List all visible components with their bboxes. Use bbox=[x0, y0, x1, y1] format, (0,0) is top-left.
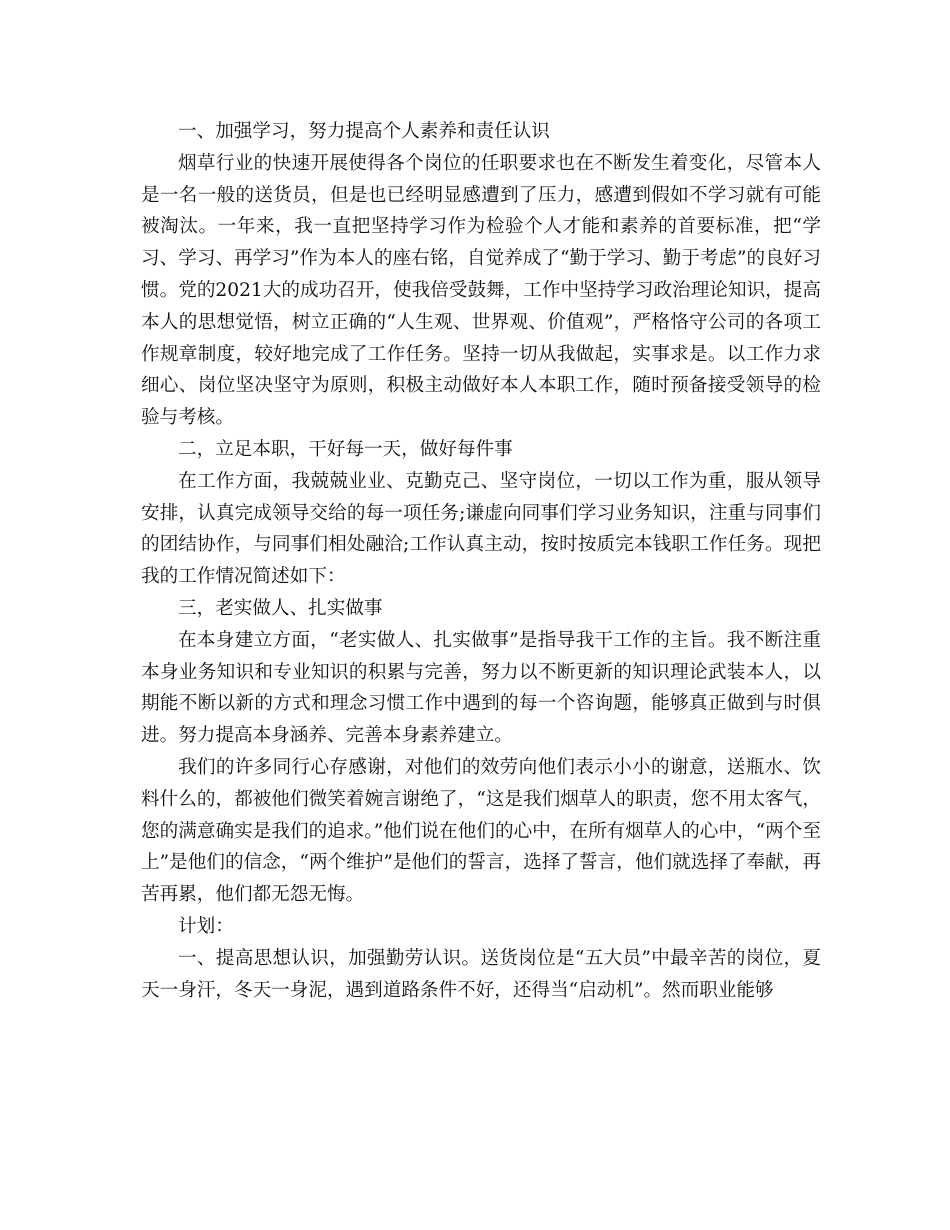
paragraph-study: 烟草行业的快速开展使得各个岗位的任职要求也在不断发生着变化，尽管本人是一名一般的送货员，但是也已经明显感遭到了压力，感遭到假如不学习就有可能被淘汰。一年来，我一直把坚持学习作为检验个人才能和素养的首要标准，把“学习、学习、再学习”作为本人的座右铭，自觉养成了“勤于学习、勤于考虑”的良好习惯。党的2021大的成功召开，使我倍受鼓舞，工作中坚持学习政治理论知识，提高本人的思想觉悟，树立正确的“人生观、世界观、价值观”，严格恪守公司的各项工作规章制度，较好地完成了工作任务。坚持一切从我做起，实事求是。以工作力求细心、岗位坚决坚守为原则，积极主动做好本人本职工作，随时预备接受领导的检验与考核。 bbox=[141, 152, 821, 429]
section-heading-study: 一、加强学习，努力提高个人素养和责任认识 bbox=[178, 121, 550, 142]
section-heading-honesty: 三，老实做人、扎实做事 bbox=[178, 597, 383, 619]
section-heading-plan: 计划： bbox=[178, 915, 234, 937]
paragraph-duty: 在工作方面，我兢兢业业、克勤克己、坚守岗位，一切以工作为重，服从领导安排，认真完成领导交给的每一项任务;谦虚向同事们学习业务知识，注重与同事们的团结协作，与同事们相处融洽;工作认真主动，按时按质完本钱职工作任务。现把我的工作情况简述如下： bbox=[141, 470, 821, 588]
paragraph-honesty: 在本身建立方面，“老实做人、扎实做事”是指导我干工作的主旨。我不断注重本身业务知识和专业知识的积累与完善，努力以不断更新的知识理论武装本人，以期能不断以新的方式和理念习惯工作中遇到的每一个咨询题，能够真正做到与时俱进。努力提高本身涵养、完善本身素养建立。 bbox=[141, 629, 821, 747]
document-body bbox=[141, 116, 821, 1006]
paragraph-plan-1: 一、提高思想认识，加强勤劳认识。送货岗位是“五大员”中最辛苦的岗位，夏天一身汗，冬天一身泥，遇到道路条件不好，还得当“启动机”。然而职业能够 bbox=[141, 947, 821, 1001]
paragraph-gratitude: 我们的许多同行心存感谢，对他们的效劳向他们表示小小的谢意，送瓶水、饮料什么的，都被他们微笑着婉言谢绝了，“这是我们烟草人的职责，您不用太客气，您的满意确实是我们的追求。”他们说在他们的心中，在所有烟草人的心中，“两个至上”是他们的信念，“两个维护”是他们的誓言，选择了誓言，他们就选择了奉献，再苦再累，他们都无怨无悔。 bbox=[141, 756, 821, 906]
section-heading-duty: 二，立足本职，干好每一天，做好每件事 bbox=[178, 438, 513, 460]
